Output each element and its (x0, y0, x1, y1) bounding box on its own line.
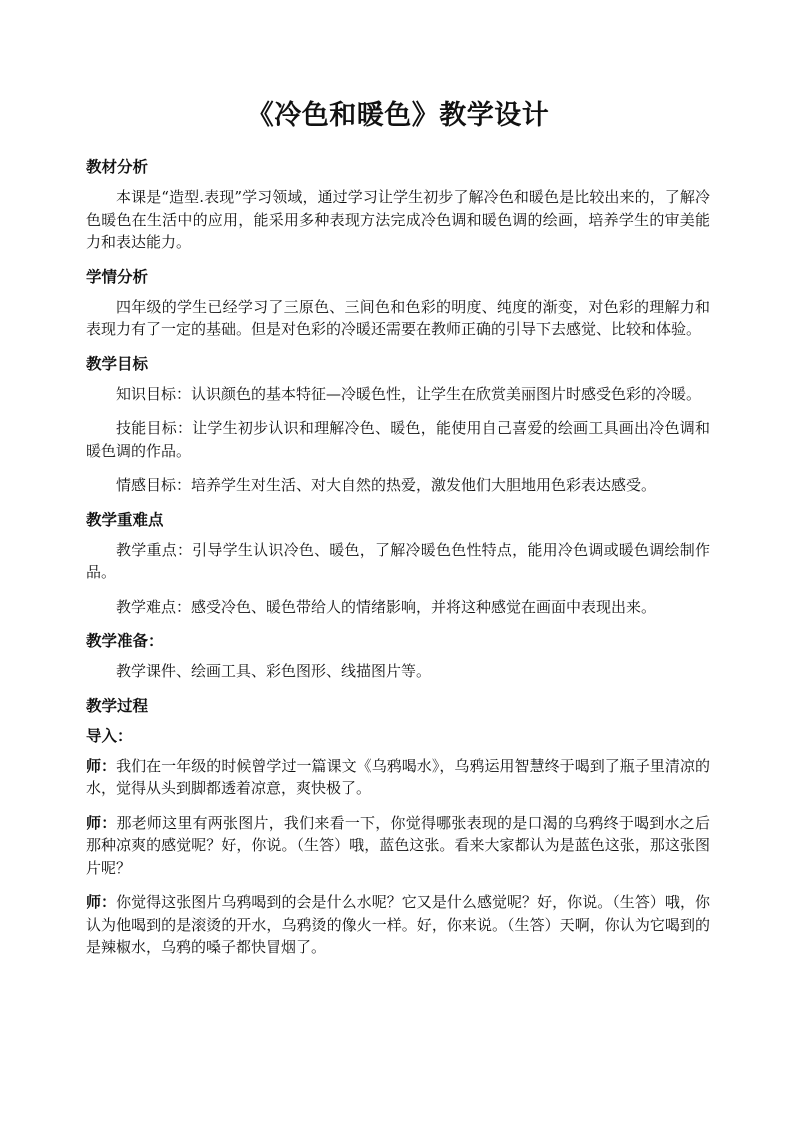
heading-teaching-process: 教学过程 (86, 696, 149, 715)
heading-key-points: 教学重难点 (86, 510, 164, 529)
paragraph-teaching-prep: 教学课件、绘画工具、彩色图形、线描图片等。 (116, 662, 432, 680)
dialogue-line (86, 891, 710, 959)
heading-material-analysis: 教材分析 (86, 158, 149, 176)
paragraph-difficult-point: 教学难点：感受冷色、暖色带给人的情绪影响，并将这种感觉在画面中表现出来。 (116, 597, 657, 616)
dialogue-speaker: 师： (86, 756, 117, 775)
dialogue-line (86, 812, 710, 880)
paragraph-material-analysis: 本课是“造型.表现”学习领域，通过学习让学生初步了解冷色和暖色是比较出来的，了解冷色暖色在生活中的应用，能采用多种表现方法完成冷色调和暖色调的绘画，培养学生的审美能力和表达能力。 (86, 188, 710, 251)
dialogue-text: 你觉得这张图片乌鸦喝到的会是什么水呢？它又是什么感觉呢？好，你说。（生答）哦，你认为他喝到的是滚烫的开水，乌鸦烫的像火一样。好，你来说。（生答）天啊，你认为它喝到的是辣椒水，乌鸦的嗓子都快冒烟了。 (86, 893, 710, 956)
dialogue-speaker: 师： (86, 813, 117, 832)
document-title: 《冷色和暖色》教学设计 (246, 100, 550, 131)
heading-teaching-prep: 教学准备： (86, 632, 164, 650)
heading-introduction: 导入： (86, 726, 133, 745)
heading-teaching-goals: 教学目标 (86, 354, 149, 373)
dialogue-text: 那老师这里有两张图片，我们来看一下，你觉得哪张表现的是口渴的乌鸦终于喝到水之后那种凉爽的感觉呢？好，你说。（生答）哦，蓝色这张。看来大家都认为是蓝色这张，那这张图片呢？ (86, 813, 710, 877)
paragraph-key-point: 教学重点：引导学生认识冷色、暖色，了解冷暖色色性特点，能用冷色调或暖色调绘制作品。 (86, 540, 710, 581)
heading-student-analysis: 学情分析 (86, 267, 149, 286)
dialogue-speaker: 师： (86, 893, 117, 911)
paragraph-student-analysis: 四年级的学生已经学习了三原色、三间色和色彩的明度、纯度的渐变，对色彩的理解力和表现力有了一定的基础。但是对色彩的冷暖还需要在教师正确的引导下去感觉、比较和体验。 (86, 297, 710, 338)
dialogue-line (86, 755, 710, 800)
dialogue-text: 我们在一年级的时候曾学过一篇课文《乌鸦喝水》，乌鸦运用智慧终于喝到了瓶子里清凉的水，觉得从头到脚都透着凉意，爽快极了。 (86, 756, 710, 797)
paragraph-emotion-goal: 情感目标：培养学生对生活、对大自然的热爱，激发他们大胆地用色彩表达感受。 (116, 476, 657, 494)
paragraph-knowledge-goal: 知识目标：认识颜色的基本特征—冷暖色性，让学生在欣赏美丽图片时感受色彩的冷暖。 (116, 384, 702, 403)
paragraph-skill-goal: 技能目标：让学生初步认识和理解冷色、暖色，能使用自己喜爱的绘画工具画出冷色调和暖色调的作品。 (86, 419, 710, 460)
